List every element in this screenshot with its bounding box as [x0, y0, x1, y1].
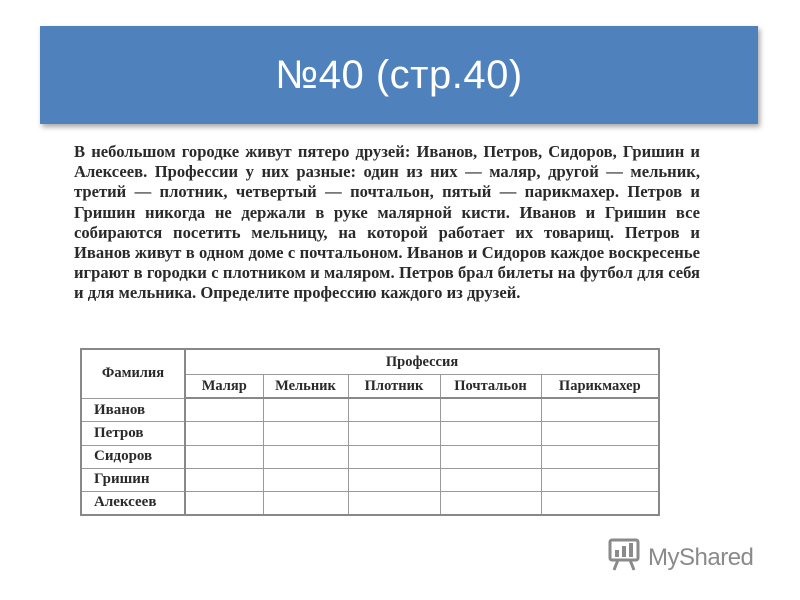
table-row	[81, 491, 659, 515]
answer-cell	[185, 445, 263, 468]
answer-cell	[348, 468, 440, 491]
profession-header: Профессия	[185, 349, 659, 375]
surname-cell: Сидоров	[81, 445, 185, 468]
answer-cell	[185, 491, 263, 515]
answer-cell	[541, 445, 659, 468]
table-header-row	[81, 349, 659, 375]
presentation-board-icon	[606, 537, 642, 578]
profession-table	[80, 348, 660, 516]
surname-cell: Алексеев	[81, 491, 185, 515]
answer-cell	[348, 491, 440, 515]
profession-header-cell: Мельник	[263, 375, 348, 399]
surname-cell: Петров	[81, 422, 185, 445]
surname-cell: Иванов	[81, 398, 185, 422]
watermark	[606, 537, 753, 578]
answer-cell	[263, 445, 348, 468]
answer-cell	[348, 398, 440, 422]
table-row	[81, 398, 659, 422]
surname-cell: Гришин	[81, 468, 185, 491]
title-bar	[40, 26, 758, 124]
answer-cell	[348, 445, 440, 468]
table-row	[81, 422, 659, 445]
answer-cell	[263, 491, 348, 515]
answer-cell	[185, 398, 263, 422]
answer-cell	[263, 468, 348, 491]
answer-cell	[440, 491, 541, 515]
answer-cell	[541, 398, 659, 422]
answer-cell	[440, 422, 541, 445]
answer-cell	[541, 491, 659, 515]
table-row	[81, 445, 659, 468]
answer-cell	[263, 422, 348, 445]
answer-cell	[440, 468, 541, 491]
watermark-text: MyShared	[648, 543, 754, 571]
answer-cell	[440, 398, 541, 422]
answer-cell	[185, 468, 263, 491]
slide-title: №40 (стр.40)	[275, 52, 523, 97]
profession-header-cell: Парикмахер	[541, 375, 659, 399]
answer-cell	[185, 422, 263, 445]
answer-cell	[348, 422, 440, 445]
profession-header-cell: Почтальон	[440, 375, 541, 399]
answer-cell	[440, 445, 541, 468]
problem-text: В небольшом городке живут пятеро друзей: Иванов, Петров, Сидоров, Гришин и Алексеев. Профессии у них разные: один из них — маляр, другой — мельник, третий — плотник, четвертый — почтальон, пятый — парикмахер. Петров и Гришин никогда не держали в руке малярной кисти. Иванов и Гришин все собираются посетить мельницу, на которой работает их товарищ. Петров и Иванов живут в одном доме с почтальоном. Иванов и Сидоров каждое воскресенье играют в городки с плотником и маляром. Петров брал билеты на футбол для себя и для мельника. Определите профессию каждого из друзей.	[74, 142, 700, 303]
answer-cell	[541, 422, 659, 445]
profession-header-cell: Плотник	[348, 375, 440, 399]
table-row	[81, 468, 659, 491]
answer-cell	[541, 468, 659, 491]
profession-header-cell: Маляр	[185, 375, 263, 399]
surname-header: Фамилия	[81, 349, 185, 398]
answer-cell	[263, 398, 348, 422]
